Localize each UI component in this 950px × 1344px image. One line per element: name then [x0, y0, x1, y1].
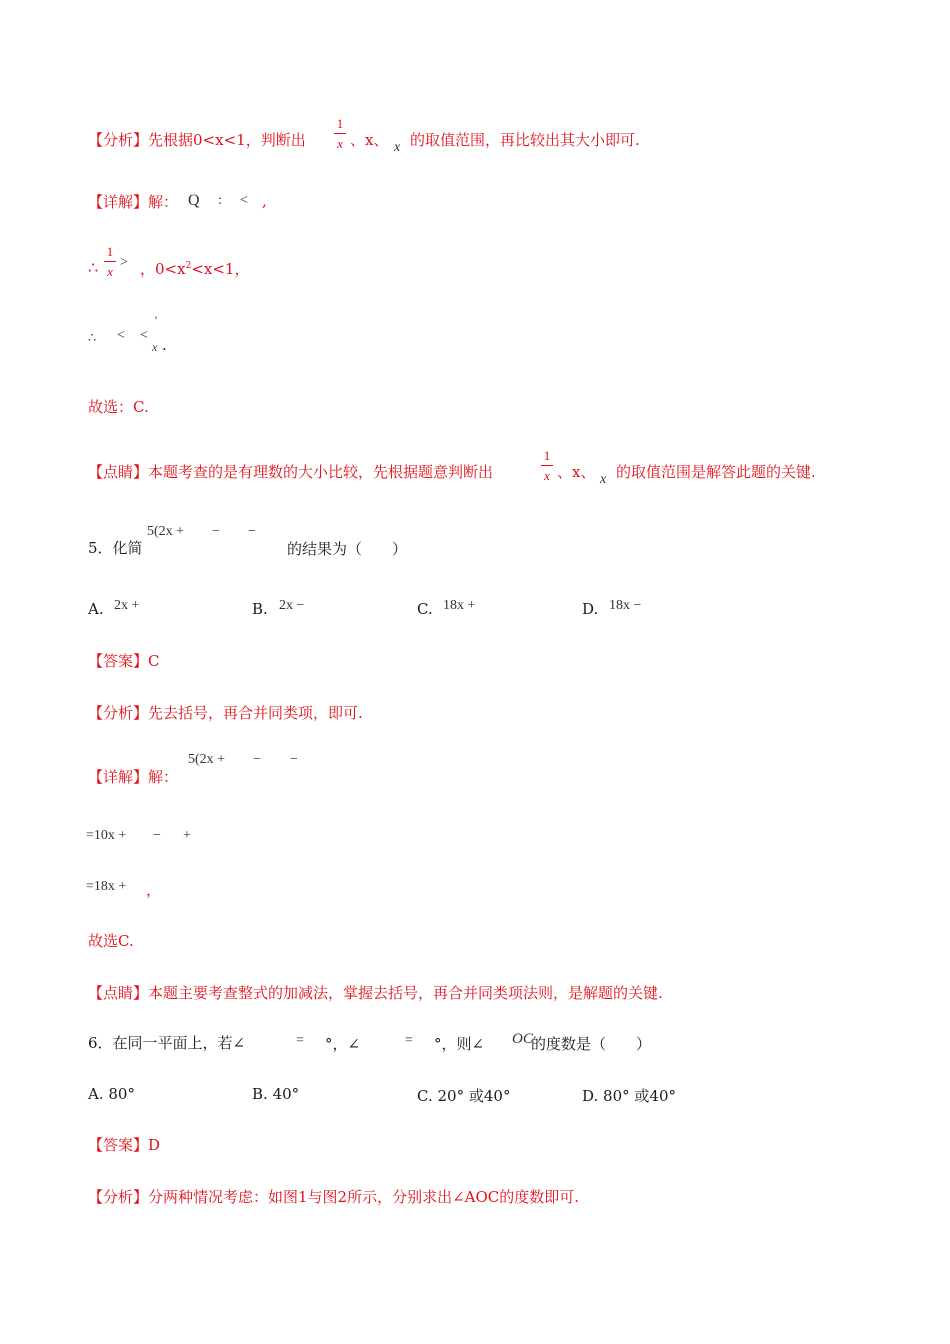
q4-analysis: 【分析】先根据0<x<1，判断出 [88, 131, 306, 149]
analysis-tag: 【分析】 [88, 704, 149, 722]
q6-answer: 【答案】D [88, 1136, 161, 1154]
q6-question: 6．在同一平面上，若∠ [88, 1034, 246, 1052]
fraction-one-over-x-2: 1 x [104, 245, 116, 278]
q5-analysis: 【分析】先去括号，再合并同类项，即可. [88, 704, 363, 722]
q6-analysis: 【分析】分两种情况考虑：如图1与图2所示，分别求出∠AOC的度数即可. [88, 1188, 580, 1206]
fraction-one-over-x: 1 x [334, 117, 346, 150]
q5-choice: 故选C. [88, 932, 134, 950]
q5-answer: 【答案】C [88, 652, 160, 670]
q5-option-b: B. [252, 600, 268, 618]
q4-comment: 【点睛】本题考查的是有理数的大小比较，先根据题意判断出 [88, 463, 494, 481]
q5-detail: 【详解】解： [88, 768, 179, 786]
q6-option-b: B. 40° [252, 1085, 300, 1103]
answer-tag: 【答案】 [88, 1136, 149, 1154]
q6-option-d: D. 80° 或40° [582, 1087, 676, 1105]
fraction-one-over-x-3: 1 x [541, 449, 553, 482]
q5-step-2: =10x + [86, 828, 127, 843]
detail-tag: 【详解】 [88, 193, 149, 211]
detail-tag: 【详解】 [88, 768, 149, 786]
answer-tag: 【答案】 [88, 652, 149, 670]
q5-comment: 【点睛】本题主要考查整式的加减法，掌握去括号，再合并同类项法则，是解题的关键. [88, 984, 663, 1002]
comment-tag: 【点睛】 [88, 984, 149, 1002]
analysis-tag: 【分析】 [88, 131, 149, 149]
q6-option-a: A. 80° [88, 1085, 135, 1103]
q5-option-c: C. [417, 600, 433, 618]
q6-option-c: C. 20° 或40° [417, 1087, 511, 1105]
q4-choice: 故选：C. [88, 398, 149, 416]
q5-option-a: A. [88, 600, 104, 618]
q5-question: 5．化简 [88, 539, 143, 557]
analysis-tag: 【分析】 [88, 1188, 149, 1206]
q5-step-3: =18x + [86, 879, 127, 894]
comment-tag: 【点睛】 [88, 463, 149, 481]
q4-detail: 【详解】解： [88, 193, 179, 211]
q5-option-d: D. [582, 600, 599, 618]
